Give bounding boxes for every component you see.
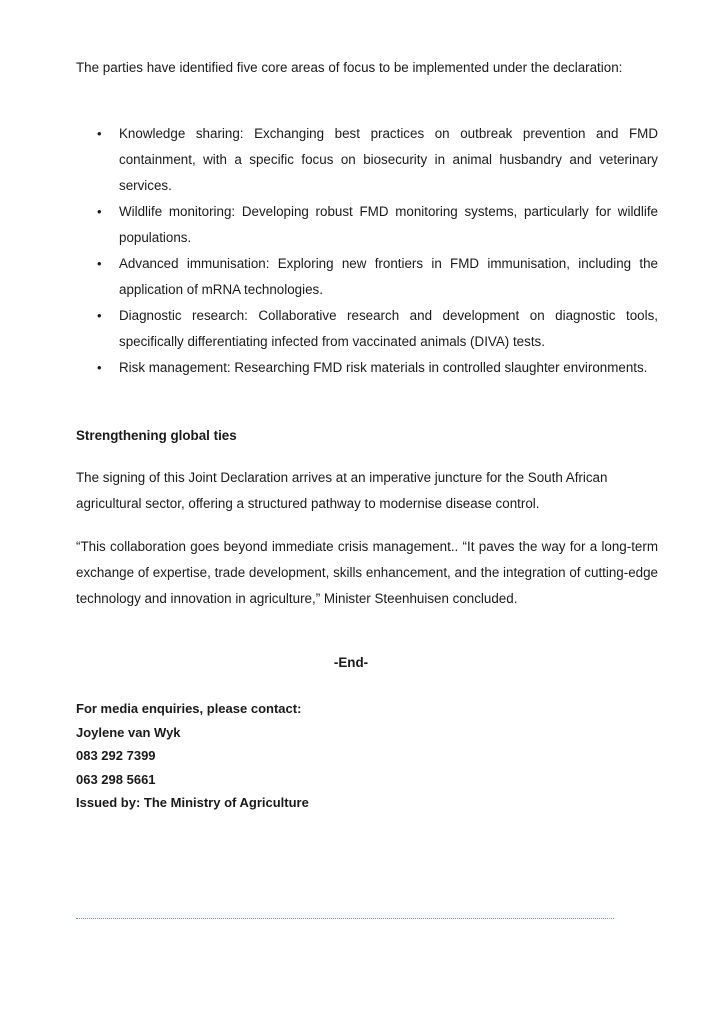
bullet-icon: • <box>97 360 102 375</box>
bullet-icon: • <box>97 256 102 271</box>
list-item-text: Diagnostic research: Collaborative research and development on diagnostic tools, specifically differentiating infected from vaccinated animals (DIVA) tests. <box>119 308 658 349</box>
contact-phone-2: 063 298 5661 <box>76 771 156 787</box>
list-item <box>76 199 658 251</box>
end-marker: -End- <box>333 655 369 670</box>
footer-divider <box>76 918 614 919</box>
bullet-icon: • <box>97 126 102 141</box>
list-item <box>76 355 658 381</box>
list-item <box>76 303 658 355</box>
list-item-text: Wildlife monitoring: Developing robust FMD monitoring systems, particularly for wildlife populations. <box>119 204 658 245</box>
list-item <box>76 251 658 303</box>
bullet-icon: • <box>97 204 102 219</box>
focus-areas-list <box>76 121 658 381</box>
intro-paragraph: The parties have identified five core areas of focus to be implemented under the declaration: <box>76 60 623 75</box>
contact-name: Joylene van Wyk <box>76 724 181 740</box>
list-item <box>76 121 658 199</box>
issued-by: Issued by: The Ministry of Agriculture <box>76 795 309 810</box>
contact-heading: For media enquiries, please contact: <box>76 701 302 716</box>
list-item-text: Advanced immunisation: Exploring new frontiers in FMD immunisation, including the application of mRNA technologies. <box>119 256 658 297</box>
bullet-icon: • <box>97 308 102 323</box>
section-heading: Strengthening global ties <box>76 428 237 443</box>
body-paragraph-2: “This collaboration goes beyond immediate crisis management.. “It paves the way for a long-term exchange of expertise, trade development, skills enhancement, and the integration of cutting-edge technology and innovation in agriculture,” Minister Steenhuisen concluded. <box>76 539 658 606</box>
contact-phone-1: 083 292 7399 <box>76 748 156 763</box>
body-paragraph-1: The signing of this Joint Declaration arrives at an imperative juncture for the South African agricultural sector, offering a structured pathway to modernise disease control. <box>76 470 608 511</box>
media-contact-block <box>76 697 658 815</box>
list-item-text: Knowledge sharing: Exchanging best practices on outbreak prevention and FMD containment, with a specific focus on biosecurity in animal husbandry and veterinary services. <box>119 126 658 193</box>
list-item-text: Risk management: Researching FMD risk materials in controlled slaughter environments. <box>119 360 648 375</box>
